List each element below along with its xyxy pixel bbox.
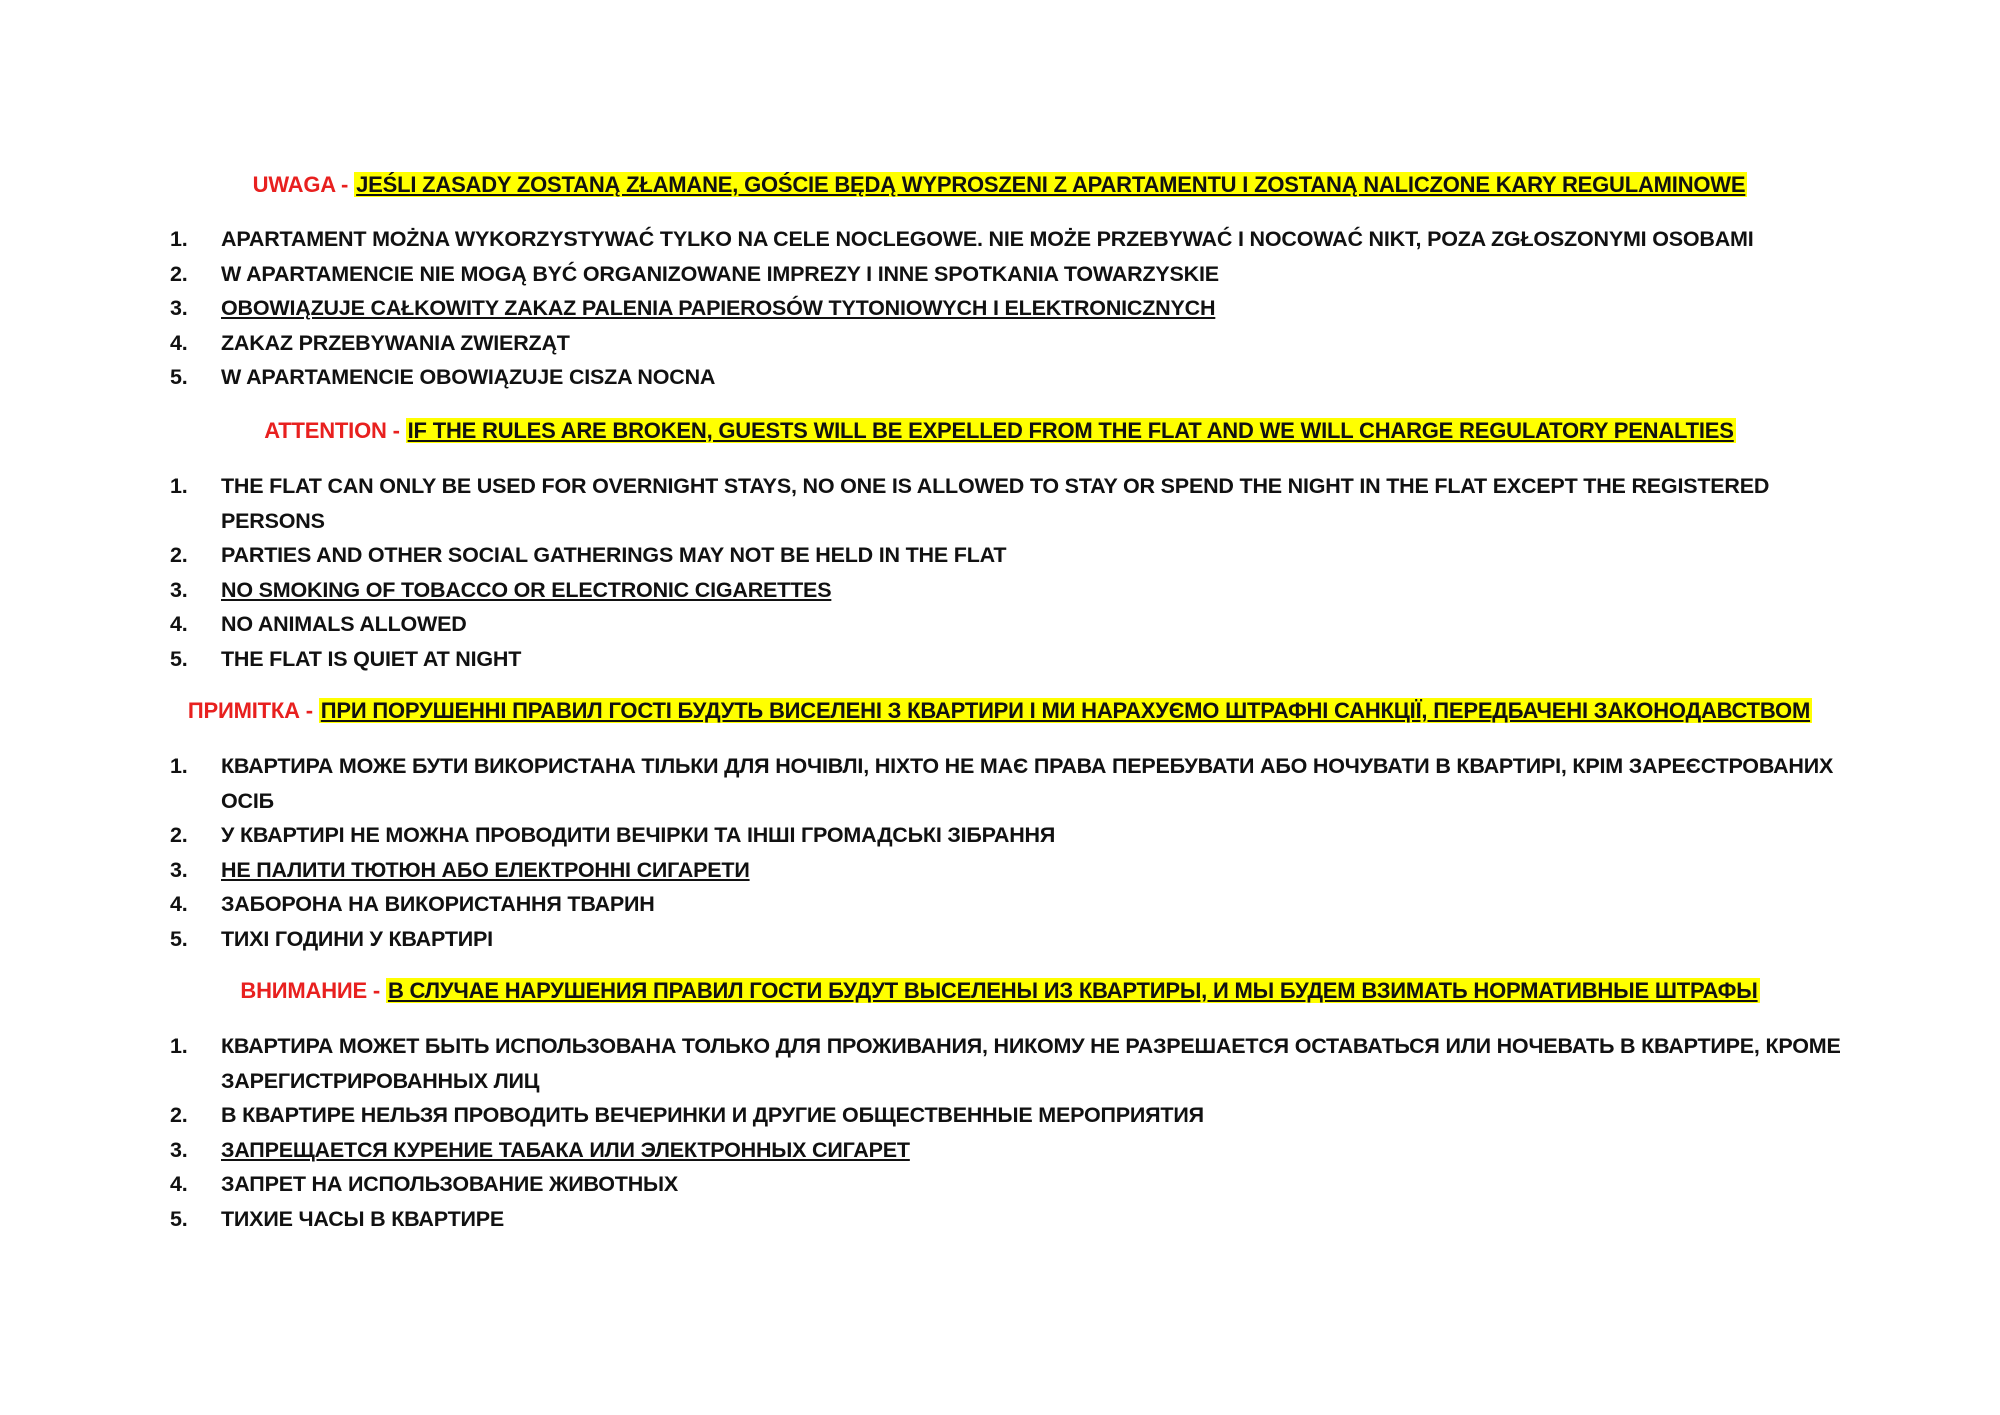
- rule-number: 4.: [170, 612, 188, 636]
- rule-item: [0, 1098, 1871, 1133]
- section-heading-english: [0, 414, 2000, 448]
- rule-text: КВАРТИРА МОЖЕ БУТИ ВИКОРИСТАНА ТІЛЬКИ ДЛЯ НОЧІВЛІ, НІХТО НЕ МАЄ ПРАВА ПЕРЕБУВАТИ АБО НОЧУВАТИ В КВАРТИРІ, КРІМ ЗАРЕЄСТРОВАНИХ ОСІБ: [221, 754, 1834, 813]
- rule-text: НЕ ПАЛИТИ ТЮТЮН АБО ЕЛЕКТРОННІ СИГАРЕТИ: [221, 857, 750, 882]
- rule-item: [0, 887, 1871, 922]
- heading-separator: -: [335, 172, 355, 197]
- rule-number: 1.: [170, 474, 188, 498]
- rule-text: W APARTAMENCIE OBOWIĄZUJE CISZA NOCNA: [221, 365, 716, 389]
- rule-item: [0, 853, 1871, 888]
- rule-number: 4.: [170, 892, 188, 916]
- rule-number: 5.: [170, 646, 188, 671]
- rule-text: КВАРТИРА МОЖЕТ БЫТЬ ИСПОЛЬЗОВАНА ТОЛЬКО ДЛЯ ПРОЖИВАНИЯ, НИКОМУ НЕ РАЗРЕШАЕТСЯ ОСТАВАТЬСЯ ИЛИ НОЧЕВАТЬ В КВАРТИРЕ, КРОМЕ ЗАРЕГИСТРИРОВАННЫХ ЛИЦ: [221, 1034, 1841, 1093]
- rule-item: [0, 360, 1871, 395]
- section-label: ВНИМАНИЕ: [240, 978, 367, 1003]
- section-heading-russian: [0, 974, 2000, 1008]
- rule-item: [0, 291, 1871, 326]
- rule-number: 3.: [170, 577, 188, 602]
- rule-number: 3.: [170, 296, 188, 320]
- rule-item: [0, 642, 1871, 677]
- rule-text: У КВАРТИРІ НЕ МОЖНА ПРОВОДИТИ ВЕЧІРКИ ТА ІНШІ ГРОМАДСЬКІ ЗІБРАННЯ: [221, 823, 1056, 847]
- rule-item: [0, 922, 1871, 957]
- warning-text: ПРИ ПОРУШЕННІ ПРАВИЛ ГОСТІ БУДУТЬ ВИСЕЛЕНІ З КВАРТИРИ І МИ НАРАХУЄМО ШТРАФНІ САНКЦІЇ, ПЕРЕДБАЧЕНІ ЗАКОНОДАВСТВОМ: [320, 698, 1811, 723]
- rule-text: ТИХИЕ ЧАСЫ В КВАРТИРЕ: [221, 1206, 505, 1231]
- rule-number: 5.: [170, 365, 188, 389]
- rule-item: [0, 607, 1871, 642]
- rule-number: 1.: [170, 754, 188, 778]
- rule-number: 4.: [170, 1172, 188, 1196]
- rule-item: [0, 222, 1871, 257]
- rules-list-ukrainian: [0, 749, 1871, 956]
- warning-text: JEŚLI ZASADY ZOSTANĄ ZŁAMANE, GOŚCIE BĘDĄ WYPROSZENI Z APARTAMENTU I ZOSTANĄ NALICZONE KARY REGULAMINOWE: [356, 172, 1746, 197]
- rule-text: OBOWIĄZUJE CAŁKOWITY ZAKAZ PALENIA PAPIEROSÓW TYTONIOWYCH I ELEKTRONICZNYCH: [221, 296, 1216, 320]
- rule-number: 5.: [170, 926, 188, 951]
- rule-item: [0, 749, 1871, 818]
- rule-number: 2.: [170, 261, 188, 286]
- rule-number: 3.: [170, 1137, 188, 1162]
- rule-text: ЗАБОРОНА НА ВИКОРИСТАННЯ ТВАРИН: [221, 892, 655, 916]
- section-heading-polish: [0, 168, 2000, 202]
- heading-separator: -: [386, 418, 406, 443]
- section-label: ПРИМІТКА: [187, 698, 300, 723]
- section-heading-ukrainian: [0, 694, 2000, 728]
- rule-text: NO SMOKING OF TOBACCO OR ELECTRONIC CIGARETTES: [221, 577, 832, 602]
- rule-number: 2.: [170, 1103, 188, 1127]
- rule-item: [0, 326, 1871, 361]
- rule-text: PARTIES AND OTHER SOCIAL GATHERINGS MAY NOT BE HELD IN THE FLAT: [221, 543, 1007, 567]
- rule-number: 5.: [170, 1206, 188, 1231]
- warning-text: В СЛУЧАЕ НАРУШЕНИЯ ПРАВИЛ ГОСТИ БУДУТ ВЫСЕЛЕНЫ ИЗ КВАРТИРЫ, И МЫ БУДЕМ ВЗИМАТЬ НОРМАТИВНЫЕ ШТРАФЫ: [387, 978, 1758, 1003]
- heading-separator: -: [299, 698, 319, 723]
- section-label: UWAGA: [252, 172, 336, 197]
- rules-list-russian: [0, 1029, 1871, 1236]
- rule-number: 2.: [170, 543, 188, 567]
- rule-number: 1.: [170, 1034, 188, 1058]
- rule-text: W APARTAMENCIE NIE MOGĄ BYĆ ORGANIZOWANE IMPREZY I INNE SPOTKANIA TOWARZYSKIE: [221, 261, 1219, 286]
- rule-text: THE FLAT CAN ONLY BE USED FOR OVERNIGHT STAYS, NO ONE IS ALLOWED TO STAY OR SPEND THE NIGHT IN THE FLAT EXCEPT THE REGISTERED PERSONS: [221, 474, 1770, 533]
- rule-text: ТИХІ ГОДИНИ У КВАРТИРІ: [221, 926, 493, 951]
- rule-item: [0, 1133, 1871, 1168]
- rule-item: [0, 818, 1871, 853]
- rule-item: [0, 538, 1871, 573]
- rule-number: 3.: [170, 857, 188, 882]
- rule-item: [0, 573, 1871, 608]
- rule-number: 4.: [170, 330, 188, 355]
- rules-list-polish: [0, 222, 1871, 395]
- rule-text: В КВАРТИРЕ НЕЛЬЗЯ ПРОВОДИТЬ ВЕЧЕРИНКИ И ДРУГИЕ ОБЩЕСТВЕННЫЕ МЕРОПРИЯТИЯ: [221, 1103, 1204, 1127]
- rule-number: 2.: [170, 823, 188, 847]
- rule-item: [0, 1167, 1871, 1202]
- warning-text: IF THE RULES ARE BROKEN, GUESTS WILL BE EXPELLED FROM THE FLAT AND WE WILL CHARGE REGULATORY PENALTIES: [407, 418, 1734, 443]
- rule-item: [0, 1202, 1871, 1237]
- section-label: ATTENTION: [264, 418, 387, 443]
- rules-list-english: [0, 469, 1871, 676]
- rule-text: NO ANIMALS ALLOWED: [221, 612, 467, 636]
- rule-text: ZAKAZ PRZEBYWANIA ZWIERZĄT: [221, 330, 570, 355]
- rule-text: ЗАПРЕТ НА ИСПОЛЬЗОВАНИЕ ЖИВОТНЫХ: [221, 1172, 679, 1196]
- heading-separator: -: [366, 978, 386, 1003]
- rule-item: [0, 257, 1871, 292]
- rule-item: [0, 1029, 1871, 1098]
- rule-text: THE FLAT IS QUIET AT NIGHT: [221, 646, 522, 671]
- rule-text: ЗАПРЕЩАЕТСЯ КУРЕНИЕ ТАБАКА ИЛИ ЭЛЕКТРОННЫХ СИГАРЕТ: [221, 1137, 910, 1162]
- rule-text: APARTAMENT MOŻNA WYKORZYSTYWAĆ TYLKO NA CELE NOCLEGOWE. NIE MOŻE PRZEBYWAĆ I NOCOWAĆ NIKT, POZA ZGŁOSZONYMI OSOBAMI: [221, 227, 1754, 251]
- rule-item: [0, 469, 1871, 538]
- rule-number: 1.: [170, 227, 188, 251]
